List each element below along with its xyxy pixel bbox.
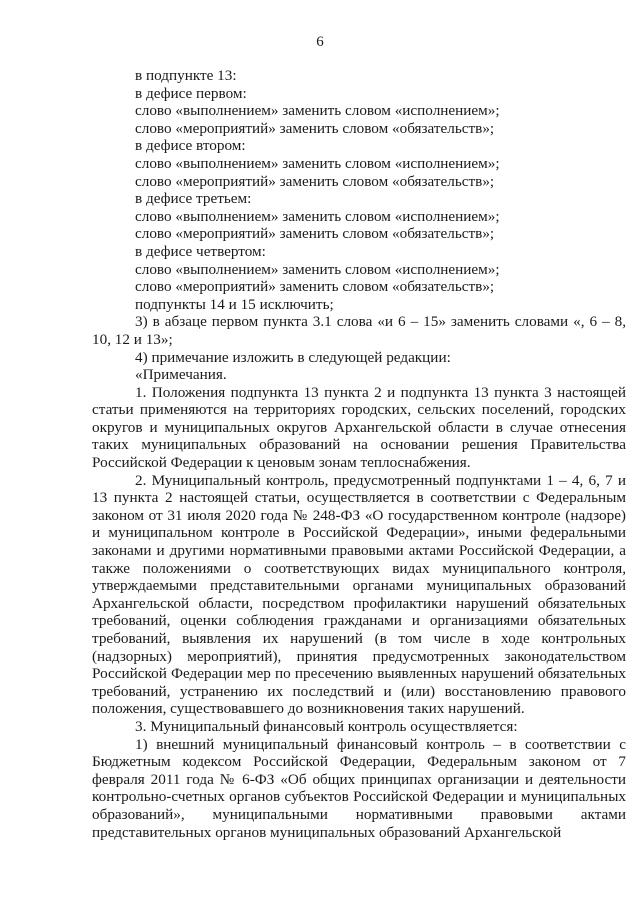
paragraph: 3) в абзаце первом пункта 3.1 слова «и 6 – 15» заменить словами «, 6 – 8, 10, 12 и 13»; [92,313,626,348]
text-line: слово «мероприятий» заменить словом «обязательств»; [135,172,495,190]
text-line: в дефисе первом: [135,84,247,102]
page-number: 6 [316,34,324,50]
paragraph: 4) примечание изложить в следующей редакции: [135,348,451,366]
text-line: слово «мероприятий» заменить словом «обязательств»; [135,119,495,137]
text-line: в дефисе четвертом: [135,242,266,260]
text-line: слово «выполнением» заменить словом «исполнением»; [135,207,500,225]
text-line: слово «выполнением» заменить словом «исполнением»; [135,260,500,278]
paragraph: 3. Муниципальный финансовый контроль осуществляется: [135,717,518,735]
text-line: слово «мероприятий» заменить словом «обязательств»; [135,278,495,296]
text-line: в дефисе третьем: [135,190,252,208]
text-line: слово «выполнением» заменить словом «исполнением»; [135,154,500,172]
paragraph: 2. Муниципальный контроль, предусмотренный подпунктами 1 – 4, 6, 7 и 13 пункта 2 настоящей статьи, осуществляется в соответствии с Федеральным законом от 31 июля 2020 года № 248-ФЗ «О государственном контроле (надзоре) и муниципальном контроле в Российской Федерации», иными федеральными законами и другими нормативными правовыми актами Российской Федерации, а также положениями о соответствующих видах муниципального контроля, утверждаемыми представительными органами муниципальных образований Архангельской области, посредством профилактики нарушений обязательных требований, оценки соблюдения гражданами и организациями обязательных требований, выявления их нарушений (в том числе в ходе контрольных (надзорных) мероприятий), принятия предусмотренных законодательством Российской Федерации мер по пресечению выявленных нарушений обязательных требований, устранению их последствий и (или) восстановлению правового положения, существовавшего до возникновения таких нарушений. [92,471,626,718]
paragraph: 1. Положения подпункта 13 пункта 2 и подпункта 13 пункта 3 настоящей статьи применяются на территориях городских, сельских поселений, городских округов и муниципальных округов Архангельской области в случае отнесения таких муниципальных образований на основании решения Правительства Российской Федерации к ценовым зонам теплоснабжения. [92,383,626,472]
paragraph: 1) внешний муниципальный финансовый контроль – в соответствии с Бюджетным кодексом Российской Федерации, Федеральным законом от 7 февраля 2011 года № 6-ФЗ «Об общих принципах организации и деятельности контрольно-счетных органов субъектов Российской Федерации и муниципальных образований», муниципальными нормативными правовыми актами представительных органов муниципальных образований Архангельской [92,735,626,841]
text-line: слово «мероприятий» заменить словом «обязательств»; [135,225,495,243]
text-line: в дефисе втором: [135,137,246,155]
text-line: в подпункте 13: [135,67,237,84]
text-line: подпункты 14 и 15 исключить; [135,295,334,313]
document-body [92,67,626,841]
text-line: слово «выполнением» заменить словом «исполнением»; [135,102,500,120]
paragraph: «Примечания. [135,366,227,384]
